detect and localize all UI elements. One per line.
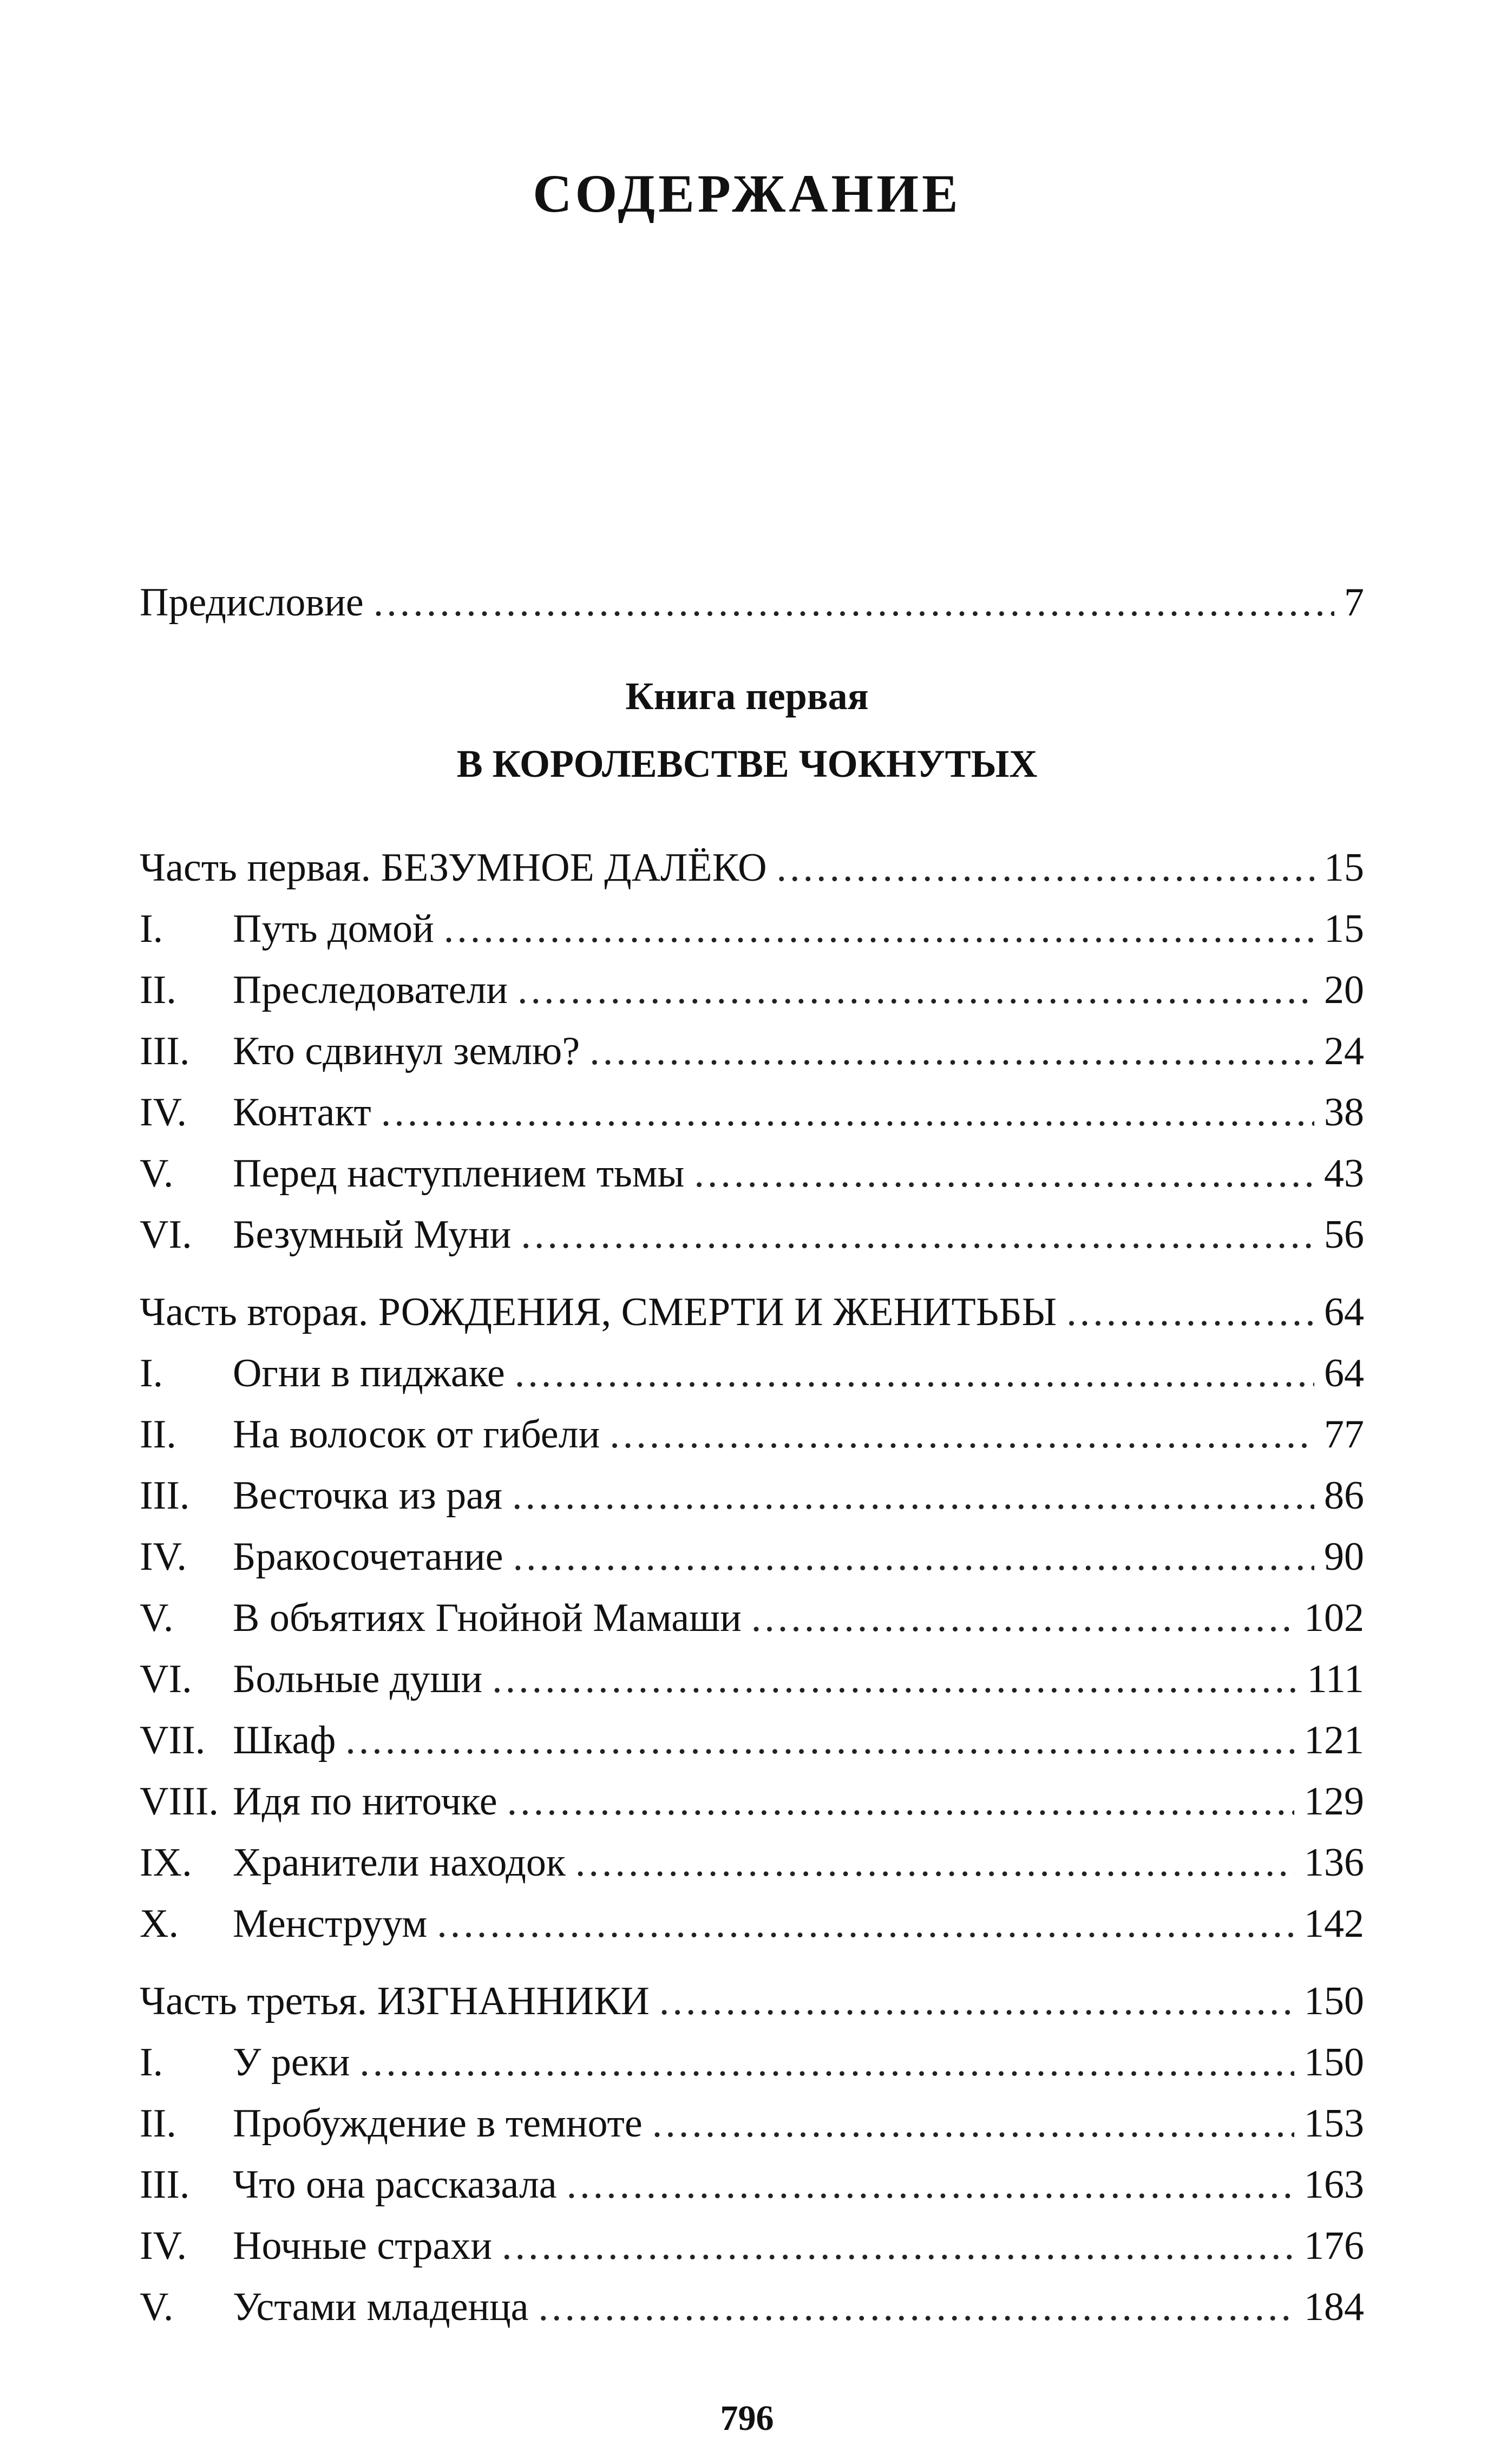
toc-part-page: 64 — [1324, 1290, 1364, 1334]
dot-leader — [437, 1897, 1294, 1951]
dot-leader — [694, 1146, 1314, 1201]
chapter-number: III. — [140, 1473, 190, 1518]
chapter-title: Кто сдвинул землю? — [233, 1029, 580, 1073]
toc-chapter[interactable] — [140, 1085, 1364, 1139]
toc-chapter[interactable] — [140, 2219, 1364, 2273]
toc-chapter[interactable] — [140, 1774, 1364, 1829]
chapter-title: Что она рассказала — [233, 2162, 557, 2207]
toc-chapter[interactable] — [140, 1713, 1364, 1767]
chapter-page: 153 — [1304, 2101, 1364, 2146]
dot-leader — [659, 1974, 1294, 2028]
dot-leader — [381, 1085, 1314, 1139]
toc-chapter[interactable] — [140, 902, 1364, 956]
book-title: В КОРОЛЕВСТВЕ ЧОКНУТЫХ — [456, 742, 1038, 785]
toc-chapter[interactable] — [140, 1346, 1364, 1400]
toc-entry-preface[interactable] — [140, 575, 1364, 630]
chapter-title: В объятиях Гнойной Мамаши — [233, 1596, 742, 1640]
toc-chapter[interactable] — [140, 1208, 1364, 1262]
chapter-number: VIII. — [140, 1779, 219, 1824]
dot-leader — [777, 841, 1314, 895]
chapter-title: Больные души — [233, 1657, 483, 1701]
toc-chapter[interactable] — [140, 963, 1364, 1017]
chapter-page: 86 — [1324, 1473, 1364, 1518]
dot-leader — [492, 1652, 1297, 1706]
dot-leader — [751, 1591, 1294, 1645]
chapter-title: Идя по ниточке — [233, 1779, 497, 1824]
dot-leader — [359, 2035, 1294, 2089]
chapter-page: 43 — [1324, 1151, 1364, 1196]
page-number: 796 — [720, 2399, 774, 2438]
chapter-number: III. — [140, 1029, 190, 1073]
chapter-page: 176 — [1304, 2224, 1364, 2268]
dot-leader — [512, 1469, 1314, 1523]
chapter-page: 142 — [1304, 1902, 1364, 1946]
chapter-number: VI. — [140, 1213, 192, 1257]
chapter-page: 15 — [1324, 907, 1364, 951]
dot-leader — [539, 2280, 1294, 2334]
chapter-title: Хранители находок — [233, 1840, 566, 1885]
chapter-title: Путь домой — [233, 907, 434, 951]
chapter-page: 121 — [1304, 1718, 1364, 1762]
chapter-page: 102 — [1304, 1596, 1364, 1640]
chapter-page: 20 — [1324, 968, 1364, 1012]
chapter-number: III. — [140, 2162, 190, 2207]
chapter-title: Устами младенца — [233, 2285, 529, 2329]
chapter-number: I. — [140, 907, 163, 951]
dot-leader — [515, 1346, 1314, 1400]
chapter-title: Безумный Муни — [233, 1213, 512, 1257]
dot-leader — [345, 1713, 1294, 1767]
dot-leader — [521, 1208, 1314, 1262]
chapter-page: 111 — [1307, 1657, 1364, 1701]
chapter-page: 56 — [1324, 1213, 1364, 1257]
chapter-page: 64 — [1324, 1351, 1364, 1395]
chapter-title: Менструум — [233, 1902, 428, 1946]
chapter-page: 77 — [1324, 1412, 1364, 1457]
toc-chapter[interactable] — [140, 1469, 1364, 1523]
dot-leader — [507, 1774, 1294, 1829]
chapter-number: II. — [140, 2101, 176, 2146]
chapter-page: 136 — [1304, 1840, 1364, 1885]
chapter-number: V. — [140, 2285, 174, 2329]
toc-chapter[interactable] — [140, 1146, 1364, 1201]
chapter-number: I. — [140, 1351, 163, 1395]
toc-part-title: Часть первая. БЕЗУМНОЕ ДАЛЁКО — [140, 846, 767, 890]
chapter-title: Перед наступлением тьмы — [233, 1151, 685, 1196]
toc-chapter[interactable] — [140, 1591, 1364, 1645]
dot-leader — [610, 1407, 1314, 1462]
chapter-number: IV. — [140, 2224, 187, 2268]
dot-leader — [374, 575, 1334, 630]
chapter-page: 38 — [1324, 1090, 1364, 1135]
dot-leader — [1066, 1285, 1314, 1339]
chapter-number: I. — [140, 2040, 163, 2085]
chapter-number: IV. — [140, 1535, 187, 1579]
chapter-page: 163 — [1304, 2162, 1364, 2207]
chapter-title: Пробуждение в темноте — [233, 2101, 643, 2146]
chapter-page: 150 — [1304, 2040, 1364, 2085]
chapter-title: Контакт — [233, 1090, 371, 1135]
dot-leader — [652, 2096, 1294, 2151]
toc-chapter[interactable] — [140, 2096, 1364, 2151]
chapter-title: Огни в пиджаке — [233, 1351, 505, 1395]
dot-leader — [567, 2158, 1294, 2212]
toc-part-page: 15 — [1324, 846, 1364, 890]
chapter-title: Преследователи — [233, 968, 508, 1012]
toc-chapter[interactable] — [140, 2158, 1364, 2212]
chapter-page: 129 — [1304, 1779, 1364, 1824]
chapter-page: 184 — [1304, 2285, 1364, 2329]
chapter-number: X. — [140, 1902, 179, 1946]
chapter-number: II. — [140, 968, 176, 1012]
chapter-number: IX. — [140, 1840, 192, 1885]
toc-part-2[interactable] — [140, 1285, 1364, 1339]
dot-leader — [502, 2219, 1294, 2273]
chapter-number: IV. — [140, 1090, 187, 1135]
toc-part-title: Часть третья. ИЗГНАННИКИ — [140, 1979, 650, 2023]
dot-leader — [513, 1530, 1315, 1584]
toc-chapter[interactable] — [140, 1530, 1364, 1584]
toc-chapter[interactable] — [140, 2035, 1364, 2089]
chapter-title: У реки — [233, 2040, 350, 2085]
dot-leader — [575, 1836, 1294, 1890]
book-label: Книга первая — [625, 674, 869, 718]
toc-chapter[interactable] — [140, 1024, 1364, 1078]
toc-part-1[interactable] — [140, 841, 1364, 895]
toc-part-3[interactable] — [140, 1974, 1364, 2028]
chapter-title: Шкаф — [233, 1718, 336, 1762]
chapter-number: VI. — [140, 1657, 192, 1701]
chapter-title: Ночные страхи — [233, 2224, 492, 2268]
chapter-page: 24 — [1324, 1029, 1364, 1073]
chapter-page: 90 — [1324, 1535, 1364, 1579]
chapter-number: V. — [140, 1596, 174, 1640]
toc-part-page: 150 — [1304, 1979, 1364, 2023]
toc-chapter[interactable] — [140, 1897, 1364, 1951]
page-title: СОДЕРЖАНИЕ — [533, 163, 961, 224]
chapter-title: Бракосочетание — [233, 1535, 503, 1579]
chapter-title: Весточка из рая — [233, 1473, 502, 1518]
toc-entry-page: 7 — [1344, 580, 1364, 625]
dot-leader — [444, 902, 1314, 956]
toc-chapter[interactable] — [140, 2280, 1364, 2334]
toc-entry-title: Предисловие — [140, 580, 364, 625]
chapter-number: VII. — [140, 1718, 206, 1762]
toc-part-title: Часть вторая. РОЖДЕНИЯ, СМЕРТИ И ЖЕНИТЬБЫ — [140, 1290, 1057, 1334]
toc-chapter[interactable] — [140, 1407, 1364, 1462]
dot-leader — [517, 963, 1314, 1017]
toc-chapter[interactable] — [140, 1836, 1364, 1890]
toc-chapter[interactable] — [140, 1652, 1364, 1706]
chapter-title: На волосок от гибели — [233, 1412, 600, 1457]
dot-leader — [589, 1024, 1314, 1078]
chapter-number: II. — [140, 1412, 176, 1457]
chapter-number: V. — [140, 1151, 174, 1196]
